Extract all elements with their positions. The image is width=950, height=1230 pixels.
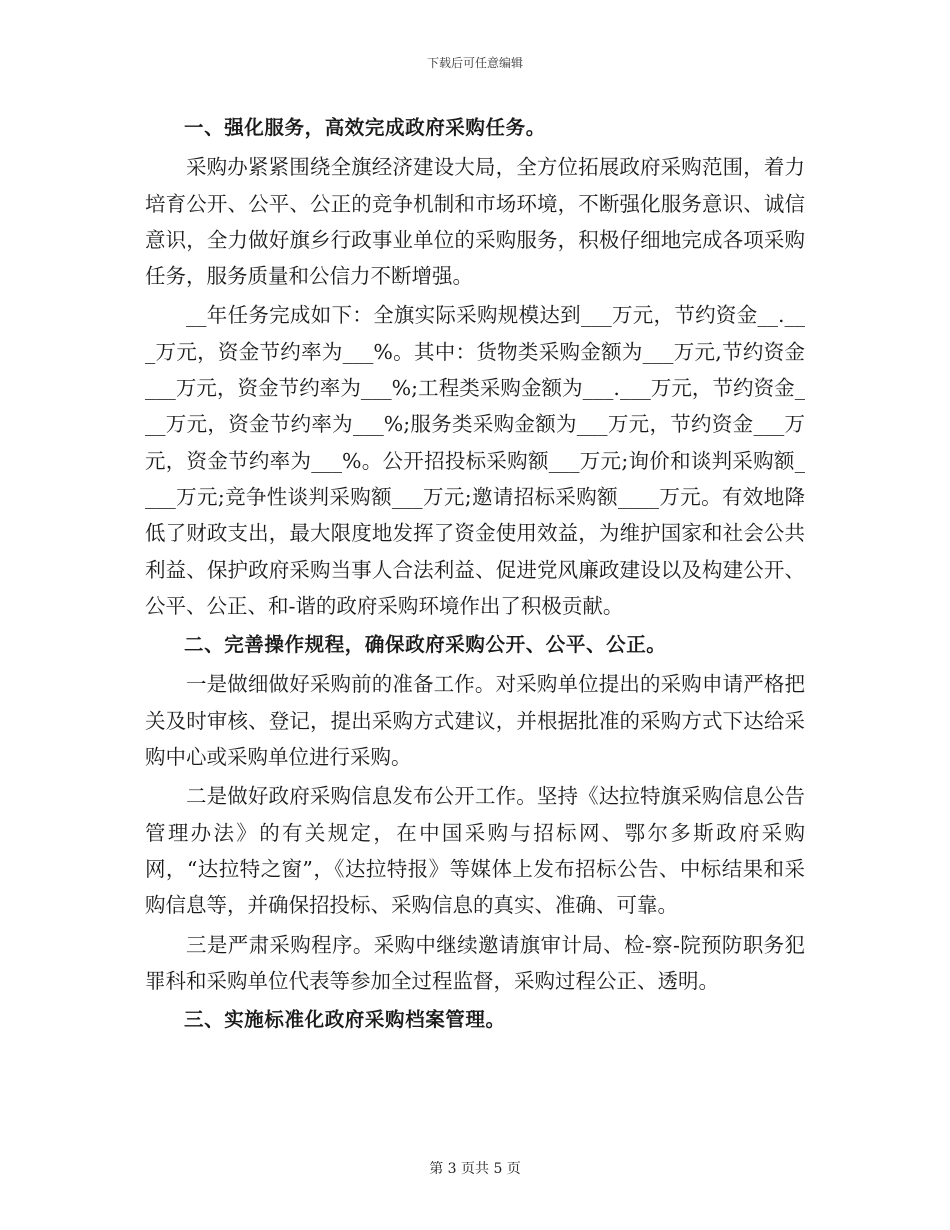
body-paragraph: 三是严肃采购程序。采购中继续邀请旗审计局、检-察-院预防职务犯罪科和采购单位代表等参加全过程监督，采购过程公正、透明。 xyxy=(145,932,805,993)
body-paragraph: 二是做好政府采购信息发布公开工作。坚持《达拉特旗采购信息公告管理办法》的有关规定，在中国采购与招标网、鄂尔多斯政府采购网，“达拉特之窗”，《达拉特报》等媒体上发布招标公告、中标结果和采购信息等，并确保招投标、采购信息的真实、准确、可靠。 xyxy=(145,784,805,918)
body-paragraph: __年任务完成如下：全旗实际采购规模达到___万元，节约资金__.___万元，资金节约率为___%。其中：货物类采购金额为___万元,节约资金___万元，资金节约率为___%;工程类采购金额为___.___万元，节约资金___万元，资金节约率为___%;服务类采购金额为___万元，节约资金___万元，资金节约率为___%。公开招投标采购额___万元;询价和谈判采购额____万元;竞争性谈判采购额___万元;邀请招标采购额____万元。有效地降低了财政支出，最大限度地发挥了资金使用效益，为维护国家和社会公共利益、保护政府采购当事人合法利益、促进党风廉政建设以及构建公开、公平、公正、和-谐的政府采购环境作出了积极贡献。 xyxy=(145,303,805,618)
section-heading-2: 二、完善操作规程，确保政府采购公开、公平、公正。 xyxy=(184,633,667,657)
page-number: 第 3 页共 5 页 xyxy=(429,1161,521,1177)
section-heading-1: 一、强化服务，高效完成政府采购任务。 xyxy=(184,116,546,139)
body-paragraph: 采购办紧紧围绕全旗经济建设大局，全方位拓展政府采购范围，着力培育公开、公平、公正的竞争机制和市场环境，不断强化服务意识、诚信意识，全力做好旗乡行政事业单位的采购服务，积极仔细地完成各项采购任务，服务质量和公信力不断增强。 xyxy=(145,155,805,289)
section-heading-3: 三、实施标准化政府采购档案管理。 xyxy=(184,1008,506,1032)
body-paragraph: 一是做细做好采购前的准备工作。对采购单位提出的采购申请严格把关及时审核、登记，提出采购方式建议，并根据批准的采购方式下达给采购中心或采购单位进行采购。 xyxy=(145,672,805,770)
page-header-note: 下载后可任意编辑 xyxy=(426,56,523,70)
document-body xyxy=(145,110,805,1038)
